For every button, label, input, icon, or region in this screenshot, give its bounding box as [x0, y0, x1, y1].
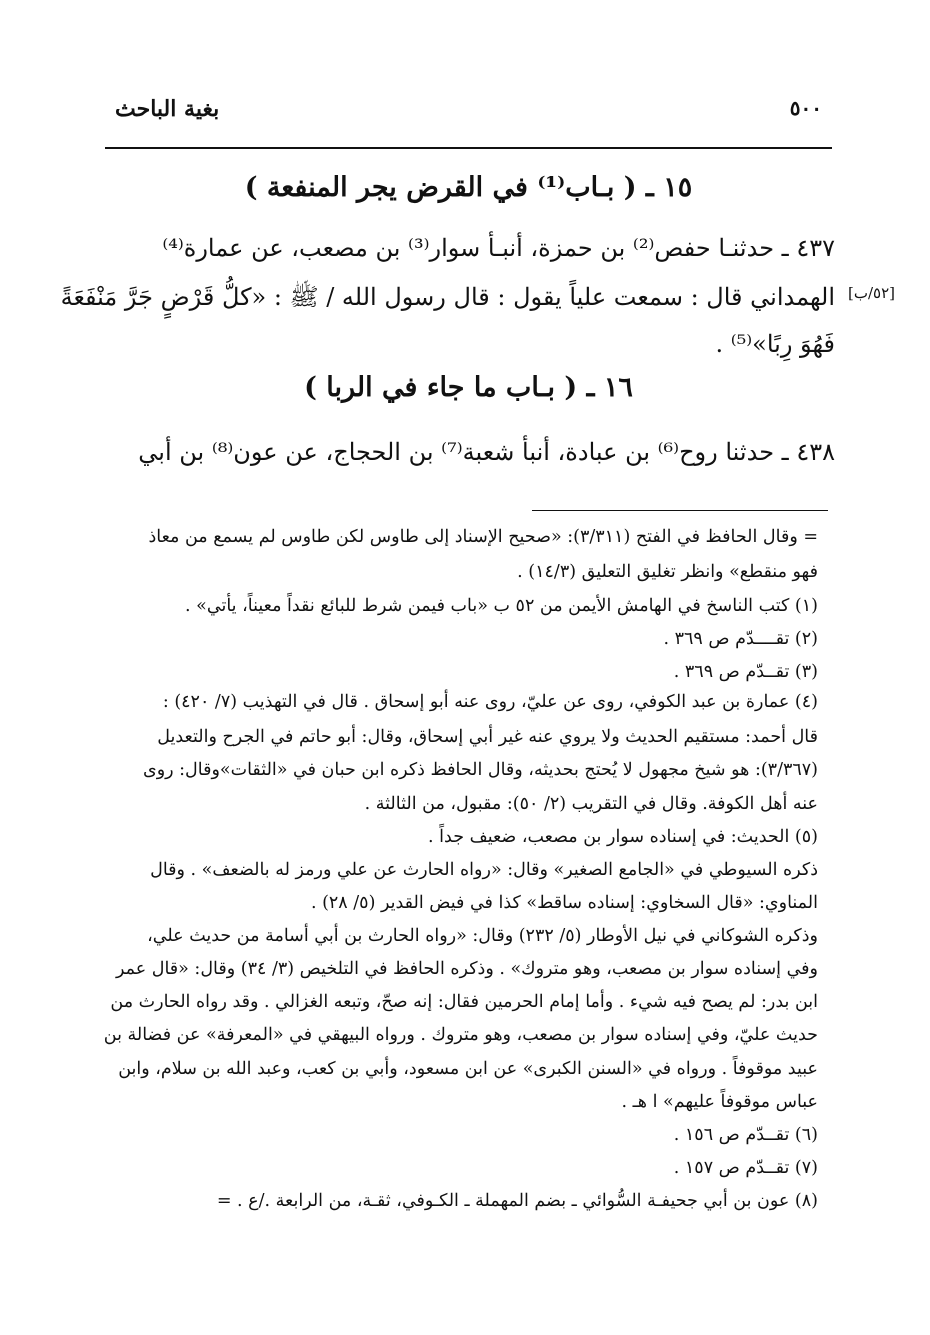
footnote-line: (٤) عمارة بن عبد الكوفي، روى عن عليّ، روى عنه أبو إسحاق . قال في التهذيب (٧/ ٤٢٠) : [162, 692, 818, 712]
footnote-line: (٢) تقــــدّم ص ٣٦٩ . [663, 629, 818, 649]
footnote-line: عبيد موقوفاً . ورواه في «السنن الكبرى» عن ابن مسعود، وأبي بن كعب، وعبد الله بن سلام، وابن [118, 1059, 818, 1079]
footnote-line: (٦) تقــدّم ص ١٥٦ . [673, 1125, 818, 1145]
footnote-line: قال أحمد: مستقيم الحديث ولا يروي عنه غير أبي إسحاق، وقال: أبو حاتم في الجرح والتعديل [157, 727, 818, 747]
chapter-heading-15: ١٥ ـ ( بـاب⁽¹⁾ في القرض يجر المنفعة ) [244, 172, 693, 203]
hadith-437-line-2: الهمداني قال : سمعت علياً يقول : قال رسول الله / ﷺ : «كلُّ قَرْضٍ جَرَّ مَنْفَعَةً [60, 283, 835, 311]
hadith-438-line-1: ٤٣٨ ـ حدثنا روح⁽⁶⁾ بن عبادة، أنبأ شعبة⁽⁷⁾ بن الحجاج، عن عون⁽⁸⁾ بن أبي [138, 438, 835, 466]
footnote-line: (١) كتب الناسخ في الهامش الأيمن من ٥٢ ب «باب فيمن شرط للبائع نقداً معيناً، يأتي» . [185, 596, 818, 616]
header-rule [105, 147, 832, 149]
footnote-line: المناوي: «قال السخاوي: إسناده ساقط» كذا في فيض القدير (٥/ ٢٨) . [310, 893, 818, 913]
footnote-line: ذكره السيوطي في «الجامع الصغير» وقال: «رواه الحارث عن علي ورمز له بالضعف» . وقال [150, 860, 818, 880]
chapter-heading-16: ١٦ ـ ( بـاب ما جاء في الربا ) [304, 372, 633, 403]
footnote-line: (٧) تقــدّم ص ١٥٧ . [673, 1158, 818, 1178]
page-number: ٥٠٠ [789, 96, 822, 120]
footnote-line: وذكره الشوكاني في نيل الأوطار (٥/ ٢٣٢) وقال: «رواه الحارث بن أبي أسامة من حديث علي، [147, 926, 818, 946]
footnote-line: (٣/٣٦٧): هو شيخ مجهول لا يُحتج بحديثه، وقال الحافظ ذكره ابن حبان في «الثقات»وقال: روى [143, 760, 818, 780]
footnote-line: حديث عليّ، وفي إسناده سوار بن مصعب، وهو متروك . ورواه البيهقي في «المعرفة» عن فضالة بن [103, 1025, 818, 1045]
footnote-line: وفي إسناده سوار بن مصعب، وهو متروك» . وذكره الحافظ في التلخيص (٣/ ٣٤) وقال: «قال عمر [115, 959, 818, 979]
footnote-line: (٨) عون بن أبي جحيفـة السُّوائي ـ بضم المهملة ـ الكـوفي، ثقـة، من الرابعة ./ع . = [216, 1191, 818, 1211]
hadith-437-line-3: فَهُوَ رِبًا»⁽⁵⁾ . [715, 330, 835, 358]
footnote-line: = وقال الحافظ في الفتح (٣/٣١١): «صحيح الإسناد إلى طاوس لكن طاوس لم يسمع من معاذ [148, 527, 818, 547]
footnote-line: عنه أهل الكوفة. وقال في التقريب (٢/ ٥٠): مقبول، من الثالثة . [364, 794, 818, 814]
footnote-line: فهو منقطع» وانظر تغليق التعليق (١٤/٣) . [517, 562, 818, 582]
footnote-line: (٥) الحديث: في إسناده سوار بن مصعب، ضعيف جداً . [428, 827, 818, 847]
footnote-line: ابن بدر: لم يصح فيه شيء . وأما إمام الحرمين فقال: إنه صحّ، وتبعه الغزالي . وقد رواه الحارث من [110, 992, 818, 1012]
manuscript-folio-marker: [٥٢/ب] [848, 284, 896, 302]
hadith-437-line-1: ٤٣٧ ـ حدثنـا حفص⁽²⁾ بن حمزة، أنبـأ سوار⁽³⁾ بن مصعب، عن عمارة⁽⁴⁾ [162, 234, 835, 262]
footnote-separator [532, 510, 828, 511]
footnote-line: عباس موقوفاً عليهم» ا هـ . [621, 1092, 818, 1112]
running-title: بغية الباحث [115, 96, 220, 122]
footnote-line: (٣) تقــدّم ص ٣٦٩ . [673, 662, 818, 682]
